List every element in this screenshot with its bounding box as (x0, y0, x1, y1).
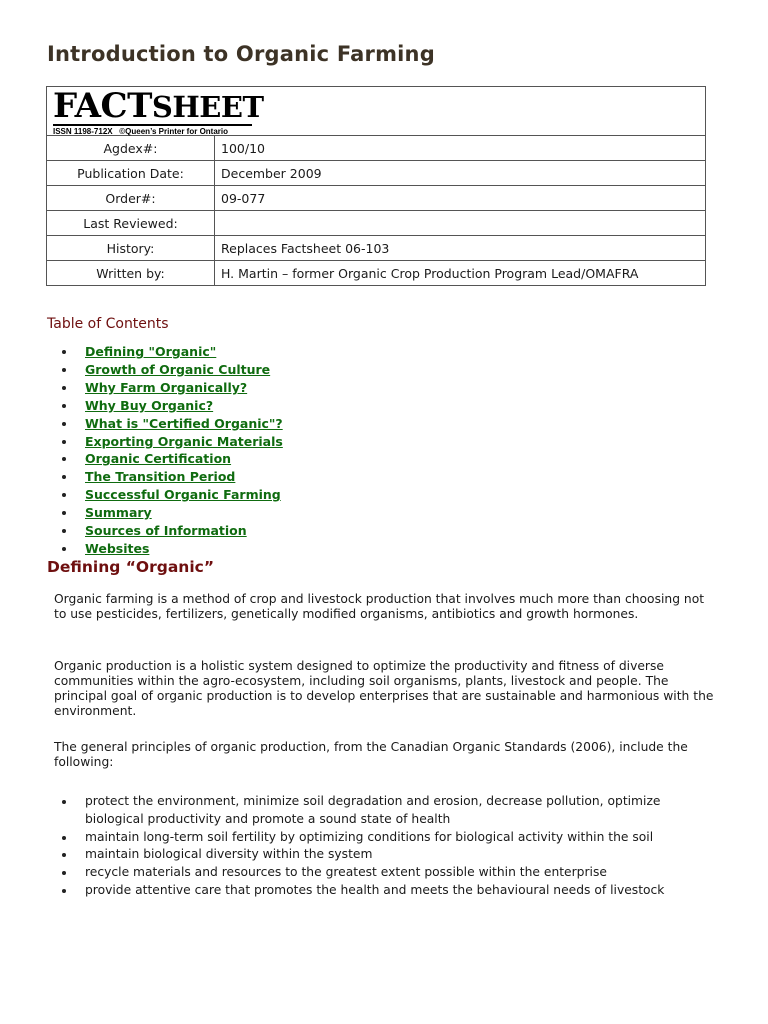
info-label: Publication Date: (47, 161, 215, 186)
info-label: History: (47, 236, 215, 261)
info-label: Agdex#: (47, 136, 215, 161)
toc-link-certified-organic[interactable]: What is "Certified Organic"? (85, 415, 283, 431)
info-value: H. Martin – former Organic Crop Production Program Lead/OMAFRA (215, 261, 706, 286)
toc-item (62, 486, 283, 504)
info-label: Order#: (47, 186, 215, 211)
principles-list (62, 793, 682, 900)
toc-item (62, 415, 283, 433)
toc-link-defining-organic[interactable]: Defining "Organic" (85, 344, 217, 359)
toc-link-why-farm-organically[interactable]: Why Farm Organically? (85, 379, 248, 395)
info-label: Written by: (47, 261, 215, 286)
toc-item (62, 450, 283, 468)
toc-item (62, 504, 283, 522)
toc-item (62, 540, 283, 558)
info-row-order (47, 186, 706, 211)
body-paragraph: Organic farming is a method of crop and livestock production that involves much more than choosing not to use pesticides, fertilizers, genetically modified organisms, antibiotics and growth hormones. (54, 592, 705, 621)
toc-link-why-buy-organic[interactable]: Why Buy Organic? (85, 397, 214, 413)
toc-link-transition-period[interactable]: The Transition Period (85, 469, 236, 485)
factsheet-wordmark (53, 85, 264, 126)
toc-item (62, 379, 283, 397)
logo-issn-line (53, 127, 264, 136)
toc-item (62, 361, 283, 379)
logo-row (47, 87, 706, 136)
info-value: December 2009 (215, 161, 706, 186)
table-of-contents (62, 343, 283, 558)
logo-cell (47, 87, 706, 136)
toc-link-websites[interactable]: Websites (85, 540, 150, 556)
toc-link-summary[interactable]: Summary (85, 505, 152, 521)
printer-text: ©Queen’s Printer for Ontario (119, 126, 229, 136)
info-value: 100/10 (215, 136, 706, 161)
info-row-written-by (47, 261, 706, 286)
principle-item: maintain biological diversity within the system (62, 846, 682, 864)
info-value (215, 211, 706, 236)
principle-item: recycle materials and resources to the greatest extent possible within the enterprise (62, 864, 682, 882)
toc-item (62, 343, 283, 361)
body-paragraph: Organic production is a holistic system designed to optimize the productivity and fitness of diverse communities within the agro-ecosystem, including soil organisms, plants, livestock and people. The principal goal of organic production is to develop enterprises that are sustainable and harmonious with the environment. (54, 659, 714, 718)
toc-link-successful-organic-farming[interactable]: Successful Organic Farming (85, 487, 281, 503)
toc-item (62, 522, 283, 540)
info-label: Last Reviewed: (47, 211, 215, 236)
toc-link-organic-certification[interactable]: Organic Certification (85, 451, 232, 467)
info-value: 09-077 (215, 186, 706, 211)
principle-item: maintain long-term soil fertility by optimizing conditions for biological activity within the soil (62, 829, 682, 847)
body-paragraph: The general principles of organic production, from the Canadian Organic Standards (2006), include the following: (54, 740, 688, 769)
toc-heading: Table of Contents (47, 316, 169, 332)
toc-item (62, 468, 283, 486)
factsheet-logo (53, 85, 264, 136)
toc-item (62, 397, 283, 415)
toc-link-growth-of-organic-culture[interactable]: Growth of Organic Culture (85, 361, 271, 377)
info-row-history (47, 236, 706, 261)
page-title: Introduction to Organic Farming (47, 42, 435, 66)
issn-text: ISSN 1198-712X (53, 126, 113, 136)
toc-link-sources-of-information[interactable]: Sources of Information (85, 523, 247, 539)
info-row-agdex (47, 136, 706, 161)
info-row-publication-date (47, 161, 706, 186)
factsheet-info-table (46, 86, 706, 286)
principle-item: provide attentive care that promotes the health and meets the behavioural needs of livestock (62, 882, 682, 900)
principle-item: protect the environment, minimize soil degradation and erosion, decrease pollution, optimize biological productivity and promote a sound state of health (62, 793, 682, 829)
section-heading-defining-organic: Defining “Organic” (47, 558, 215, 576)
wordmark-fact: FACT (53, 85, 152, 126)
wordmark-sheet: SHEET (151, 89, 264, 124)
toc-item (62, 433, 283, 451)
info-value: Replaces Factsheet 06-103 (215, 236, 706, 261)
toc-link-exporting-organic-materials[interactable]: Exporting Organic Materials (85, 433, 283, 449)
info-row-last-reviewed (47, 211, 706, 236)
